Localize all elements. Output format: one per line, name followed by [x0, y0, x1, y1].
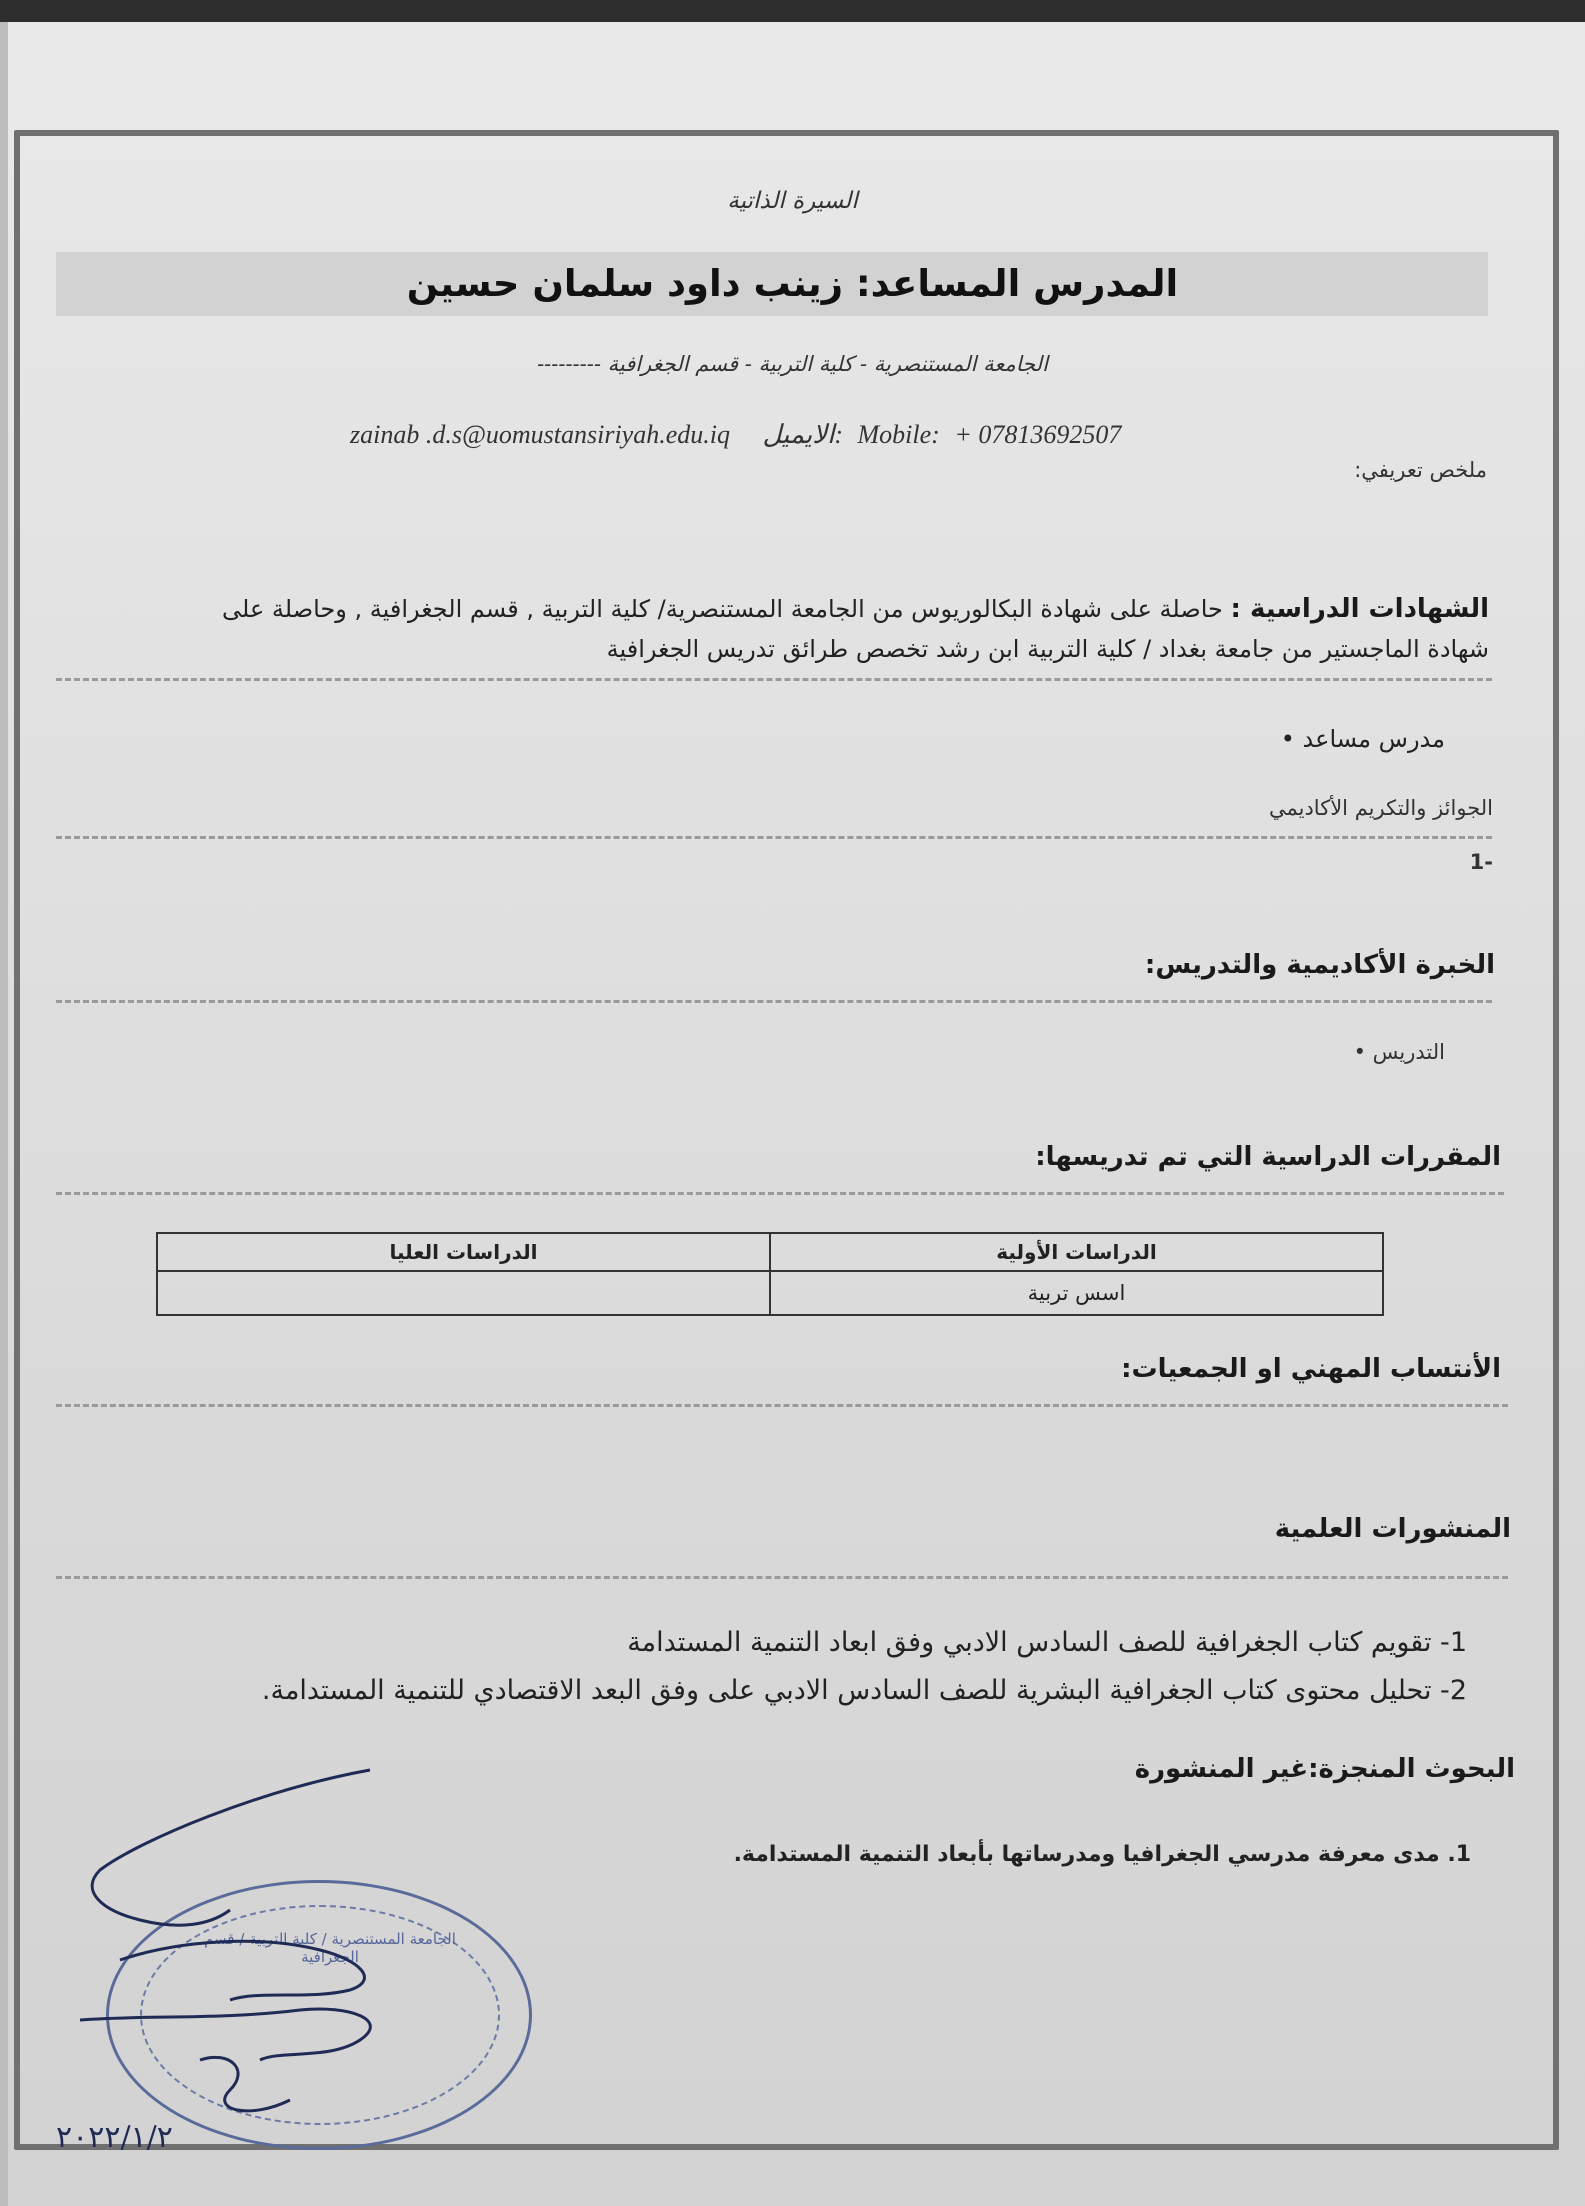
cv-name-title: المدرس المساعد: زينب داود سلمان حسين — [406, 262, 1179, 305]
email-label: الايميل: — [762, 420, 844, 449]
handwritten-signature — [60, 1760, 580, 2180]
publication-item: 1- تقويم كتاب الجغرافية للصف السادس الادبي وفق ابعاد التنمية المستدامة — [627, 1627, 1467, 1658]
degrees-text-1: حاصلة على شهادة البكالوريوس من الجامعة المستنصرية/ كلية التربية , قسم الجغرافية , وحاصلة على — [222, 595, 1223, 623]
publications-heading: المنشورات العلمية — [1274, 1514, 1511, 1544]
table-header-undergrad: الدراسات الأولية — [770, 1233, 1383, 1271]
signature-stroke — [80, 2009, 370, 2060]
divider-experience — [56, 1000, 1492, 1003]
mobile-label: Mobile: — [857, 420, 940, 449]
divider-publications — [56, 1576, 1508, 1579]
table-cell-postgrad — [157, 1271, 770, 1315]
top-dark-strip — [0, 0, 1585, 22]
divider-degrees — [56, 678, 1492, 681]
awards-heading: الجوائز والتكريم الأكاديمي — [1268, 796, 1493, 820]
degrees-line-1 — [29, 590, 1489, 628]
experience-bullet-text: التدريس • — [1354, 1040, 1445, 1064]
mobile-value: + 07813692507 — [954, 420, 1122, 449]
affiliation-line: الجامعة المستنصرية - كلية التربية - قسم الجغرافية --------- — [537, 352, 1048, 376]
experience-heading: الخبرة الأكاديمية والتدريس: — [1144, 950, 1495, 980]
table-header-row — [157, 1233, 1383, 1271]
unpublished-heading: البحوث المنجزة:غير المنشورة — [1134, 1754, 1515, 1784]
summary-label: ملخص تعريفي: — [1354, 458, 1487, 482]
courses-table — [156, 1232, 1384, 1316]
publication-item: 2- تحليل محتوى كتاب الجغرافية البشرية للصف السادس الادبي على وفق البعد الاقتصادي للتنمية المستدامة. — [261, 1675, 1467, 1706]
signature-date: ٢٠٢٢/١/٢ — [56, 2120, 173, 2155]
rank-bullet-text: مدرس مساعد • — [1281, 725, 1445, 753]
divider-courses — [56, 1192, 1504, 1195]
signature-stroke — [92, 1770, 370, 1925]
stamp-text: الجامعة المستنصرية / كلية التربية / قسم الجغرافية — [204, 1930, 456, 1966]
contact-line — [346, 420, 1206, 450]
table-row — [157, 1271, 1383, 1315]
membership-heading: الأنتساب المهني او الجمعيات: — [1121, 1354, 1501, 1384]
signature-stroke — [200, 2057, 290, 2111]
signature-stroke — [120, 1941, 364, 2000]
table-header-postgrad: الدراسات العليا — [157, 1233, 770, 1271]
awards-item: -1 — [1469, 850, 1493, 874]
table-cell-undergrad: اسس تربية — [770, 1271, 1383, 1315]
divider-awards — [56, 836, 1492, 839]
divider-membership — [56, 1404, 1508, 1407]
rank-list-item — [1281, 720, 1445, 758]
experience-list-item — [1354, 1040, 1445, 1064]
degrees-line-2: شهادة الماجستير من جامعة بغداد / كلية التربية ابن رشد تخصص طرائق تدريس الجغرافية — [606, 635, 1489, 663]
degrees-heading: الشهادات الدراسية : — [1230, 594, 1489, 624]
cv-small-title: السيرة الذاتية — [727, 188, 858, 214]
unpublished-item: 1. مدى معرفة مدرسي الجغرافيا ومدرساتها بأبعاد التنمية المستدامة. — [733, 1842, 1471, 1867]
courses-heading: المقررات الدراسية التي تم تدريسها: — [1035, 1142, 1501, 1172]
email-value[interactable]: zainab .d.s@uomustansiriyah.edu.iq — [350, 420, 730, 449]
